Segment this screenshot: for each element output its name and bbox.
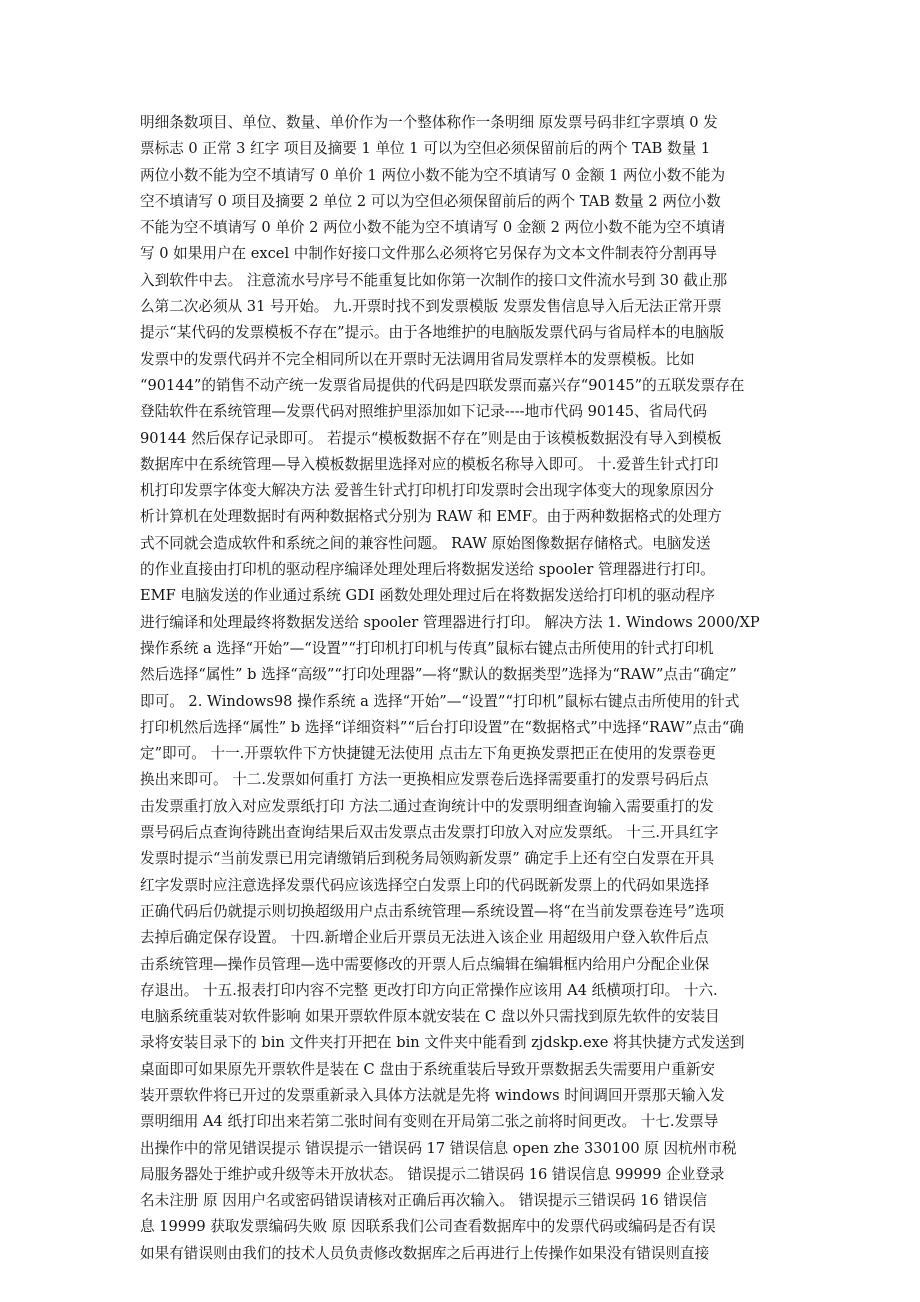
text-line: 桌面即可如果原先开票软件是装在 C 盘由于系统重装后导致开票数据丢失需要用户重新安: [140, 1060, 716, 1078]
text-line: 去掉后确定保存设置。 十四.新增企业后开票员无法进入该企业 用超级用户登入软件后点: [140, 929, 709, 947]
text-line: 操作系统 a 选择“开始”—“设置”“打印机打印机与传真”鼠标右键点击所使用的针式打印机: [140, 639, 714, 657]
text-line: 击发票重打放入对应发票纸打印 方法二通过查询统计中的发票明细查询输入需要重打的发: [140, 797, 714, 815]
text-line: 票明细用 A4 纸打印出来若第二张时间有变则在开局第二张之前将时间更改。 十七.发票导: [140, 1113, 719, 1131]
text-line: 局服务器处于维护或升级等未开放状态。 错误提示二错误码 16 错误信息 99999 企业登录: [140, 1165, 725, 1183]
text-line: 90144 然后保存记录即可。 若提示“模板数据不存在”则是由于该模板数据没有导入到模板: [140, 429, 722, 447]
text-line: 入到软件中去。 注意流水号序号不能重复比如你第一次制作的接口文件流水号到 30 截止那: [140, 271, 728, 289]
text-line: EMF 电脑发送的作业通过系统 GDI 函数处理处理过后在将数据发送给打印机的驱动程序: [140, 587, 715, 605]
text-line: 即可。 2. Windows98 操作系统 a 选择“开始”—“设置”“打印机”鼠标右键点击所使用的针式: [140, 692, 740, 710]
text-line: 名未注册 原 因用户名或密码错误请核对正确后再次输入。 错误提示三错误码 16 错误信: [140, 1192, 708, 1210]
text-line: 击系统管理—操作员管理—选中需要修改的开票人后点编辑在编辑框内给用户分配企业保: [140, 955, 710, 973]
text-line: 发票中的发票代码并不完全相同所以在开票时无法调用省局发票样本的发票模板。比如: [140, 350, 695, 368]
text-line: 么第二次必须从 31 号开始。 九.开票时找不到发票模版 发票发售信息导入后无法正常开票: [140, 298, 722, 316]
text-line: 录将安装目录下的 bin 文件夹打开把在 bin 文件夹中能看到 zjdskp.exe 将其快捷方式发送到: [140, 1034, 745, 1052]
text-line: 两位小数不能为空不填请写 0 单价 1 两位小数不能为空不填请写 0 金额 1 两位小数不能为: [140, 166, 726, 184]
text-line: 析计算机在处理数据时有两种数据格式分别为 RAW 和 EMF。由于两种数据格式的处理方: [140, 508, 722, 526]
text-line: 登陆软件在系统管理—发票代码对照维护里添加如下记录----地市代码 90145、省局代码: [140, 403, 707, 421]
text-line: 正确代码后仍就提示则切换超级用户点击系统管理—系统设置—将“在当前发票卷连号”选项: [140, 902, 725, 920]
text-line: 发票时提示“当前发票已用完请缴销后到税务局领购新发票” 确定手上还有空白发票在开具: [140, 850, 715, 868]
text-line: 提示“某代码的发票模板不存在”提示。由于各地维护的电脑版发票代码与省局样本的电脑版: [140, 324, 725, 342]
text-line: 写 0 如果用户在 excel 中制作好接口文件那么必须将它另保存为文本文件制表符分割再导: [140, 245, 717, 263]
text-line: 机打印发票字体变大解决方法 爱普生针式打印机打印发票时会出现字体变大的现象原因分: [140, 482, 714, 500]
text-line: 出操作中的常见错误提示 错误提示一错误码 17 错误信息 open zhe 330100 原 因杭州市税: [140, 1139, 737, 1157]
text-line: 的作业直接由打印机的驱动程序编译处理处理后将数据发送给 spooler 管理器进行打印。: [140, 561, 715, 579]
text-line: 空不填请写 0 项目及摘要 2 单位 2 可以为空但必须保留前后的两个 TAB 数量 2 两位小数: [140, 192, 721, 210]
text-line: 进行编译和处理最终将数据发送给 spooler 管理器进行打印。 解决方法 1. Windows 2000/XP: [140, 613, 760, 631]
text-line: 装开票软件将已开过的发票重新录入具体方法就是先将 windows 时间调回开票那天输入发: [140, 1086, 725, 1104]
text-line: 然后选择“属性” b 选择“高级”“打印处理器”—将“默认的数据类型”选择为“RAW”点击“确定”: [140, 666, 737, 684]
document-body: [140, 110, 790, 1267]
text-line: 明细条数项目、单位、数量、单价作为一个整体称作一条明细 原发票号码非红字票填 0 发: [140, 114, 718, 131]
text-line: 票标志 0 正常 3 红字 项目及摘要 1 单位 1 可以为空但必须保留前后的两个 TAB 数量 1: [140, 140, 711, 158]
text-line: 定”即可。 十一.开票软件下方快捷键无法使用 点击左下角更换发票把正在使用的发票卷更: [140, 745, 716, 763]
text-line: 存退出。 十五.报表打印内容不完整 更改打印方向正常操作应该用 A4 纸横项打印。 十六.: [140, 981, 718, 999]
text-line: 息 19999 获取发票编码失败 原 因联系我们公司查看数据库中的发票代码或编码是否有误: [140, 1218, 716, 1236]
text-line: 换出来即可。 十二.发票如何重打 方法一更换相应发票卷后选择需要重打的发票号码后点: [140, 771, 709, 789]
text-line: 式不同就会造成软件和系统之间的兼容性问题。 RAW 原始图像数据存储格式。电脑发送: [140, 534, 711, 552]
text-line: 不能为空不填请写 0 单价 2 两位小数不能为空不填请写 0 金额 2 两位小数不能为空不填请: [140, 219, 726, 237]
text-line: 红字发票时应注意选择发票代码应该选择空白发票上印的代码既新发票上的代码如果选择: [140, 876, 710, 894]
text-line: 票号码后点查询待跳出查询结果后双击发票点击发票打印放入对应发票纸。 十三.开具红字: [140, 824, 719, 842]
text-line: 如果有错误则由我们的技术人员负责修改数据库之后再进行上传操作如果没有错误则直接: [140, 1244, 710, 1262]
text-line: “90144”的销售不动产统一发票省局提供的代码是四联发票而嘉兴存“90145”的五联发票存在: [140, 376, 745, 394]
text-line: 打印机然后选择“属性” b 选择“详细资料”“后台打印设置”在“数据格式”中选择“RAW”点击“确: [140, 718, 744, 736]
text-line: 数据库中在系统管理—导入模板数据里选择对应的模板名称导入即可。 十.爱普生针式打印: [140, 455, 719, 473]
text-line: 电脑系统重装对软件影响 如果开票软件原本就安装在 C 盘以外只需找到原先软件的安装目: [140, 1008, 720, 1026]
